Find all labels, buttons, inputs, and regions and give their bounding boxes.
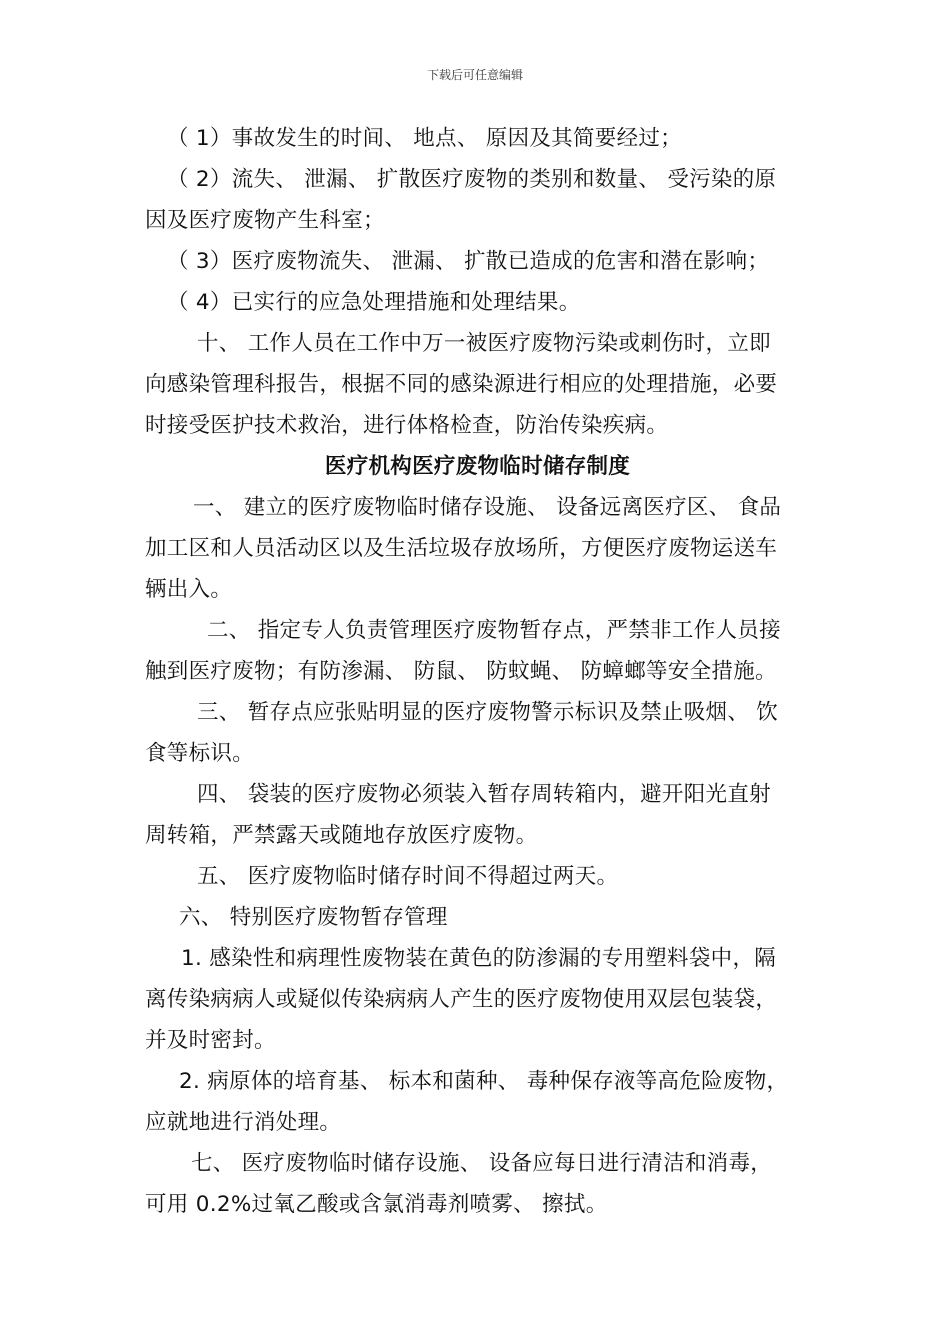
paragraph-line: （ 1）事故发生的时间、 地点、 原因及其简要经过； <box>167 126 682 151</box>
paragraph-line: 辆出入。 <box>145 577 233 602</box>
paragraph-line: 因及医疗废物产生科室； <box>145 208 385 233</box>
paragraph-line: 二、 指定专人负责管理医疗废物暂存点，严禁非工作人员接 <box>207 618 781 643</box>
paragraph-line: 一、 建立的医疗废物临时储存设施、 设备远离医疗区、 食品 <box>193 495 782 520</box>
section-title: 医疗机构医疗废物临时储存制度 <box>324 454 631 479</box>
paragraph-line: 离传染病病人或疑似传染病病人产生的医疗废物使用双层包装袋， <box>145 987 778 1012</box>
paragraph-line: 时接受医护技术救治，进行体格检查，防治传染疾病。 <box>145 413 669 438</box>
document-body <box>145 118 810 1225</box>
paragraph-line: 三、 暂存点应张贴明显的医疗废物警示标识及禁止吸烟、 饮 <box>197 700 779 725</box>
paragraph-line: 周转箱，严禁露天或随地存放医疗废物。 <box>145 823 538 848</box>
paragraph-line: 五、 医疗废物临时储存时间不得超过两天。 <box>197 864 619 889</box>
paragraph-line: 应就地进行消处理。 <box>145 1110 342 1135</box>
paragraph-line: 向感染管理科报告，根据不同的感染源进行相应的处理措施，必要 <box>145 372 778 397</box>
paragraph-line: 可用 0.2%过氧乙酸或含氯消毒剂喷雾、 擦拭。 <box>145 1192 608 1217</box>
paragraph-line: 食等标识。 <box>145 741 255 766</box>
paragraph-line: 2. 病原体的培育基、 标本和菌种、 毒种保存液等高危险废物， <box>179 1069 789 1094</box>
paragraph-line: （ 3）医疗废物流失、 泄漏、 扩散已造成的危害和潜在影响； <box>167 249 770 274</box>
paragraph-line: （ 4）已实行的应急处理措施和处理结果。 <box>167 290 581 315</box>
paragraph-line: 1. 感染性和病理性废物装在黄色的防渗漏的专用塑料袋中，隔 <box>181 946 777 971</box>
paragraph-line: 并及时密封。 <box>145 1028 276 1053</box>
paragraph-line: 触到医疗废物；有防渗漏、 防鼠、 防蚊蝇、 防蟑螂等安全措施。 <box>145 659 777 684</box>
paragraph-line: 十、 工作人员在工作中万一被医疗废物污染或刺伤时，立即 <box>197 331 771 356</box>
paragraph-line: 四、 袋装的医疗废物必须装入暂存周转箱内，避开阳光直射 <box>197 782 771 807</box>
page-header: 下载后可任意编辑 <box>426 68 523 82</box>
paragraph-line: （ 2）流失、 泄漏、 扩散医疗废物的类别和数量、 受污染的原 <box>167 167 777 192</box>
paragraph-line: 六、 特别医疗废物暂存管理 <box>179 905 448 930</box>
paragraph-line: 七、 医疗废物临时储存设施、 设备应每日进行清洁和消毒， <box>191 1151 773 1176</box>
paragraph-line: 加工区和人员活动区以及生活垃圾存放场所，方便医疗废物运送车 <box>145 536 778 561</box>
